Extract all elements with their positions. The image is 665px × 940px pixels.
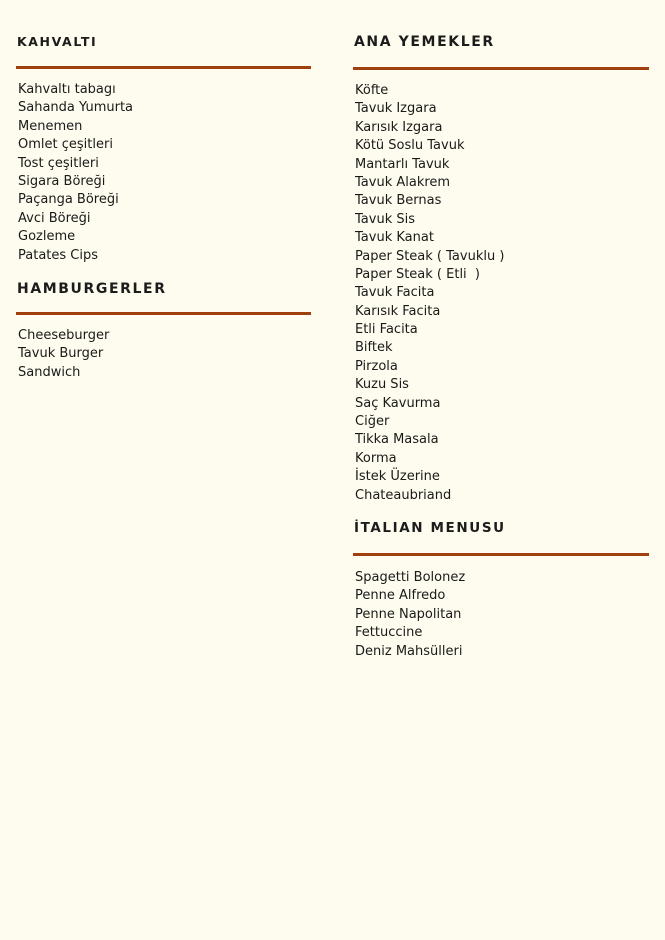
menu-item: Sigara Böreği	[18, 173, 106, 189]
menu-item: Pirzola	[355, 358, 398, 374]
menu-item: Etli Facita	[355, 322, 418, 338]
menu-item: Penne Alfredo	[355, 588, 446, 604]
menu-item: Fettuccine	[355, 625, 423, 641]
menu-item: Tavuk Bernas	[355, 193, 442, 209]
menu-item: Mantarlı Tavuk	[355, 156, 450, 172]
section-title-italian-menusu: İTALIAN MENUSU	[354, 520, 506, 536]
menu-item: Korma	[355, 450, 397, 466]
menu-list-kahvalti	[18, 81, 133, 265]
menu-item: Avci Böreği	[18, 210, 91, 226]
section-divider	[16, 66, 311, 69]
menu-item: İstek Üzerine	[355, 469, 440, 485]
menu-item: Tost çeşitleri	[18, 155, 99, 171]
menu-item: Chateaubriand	[355, 487, 452, 503]
menu-item: Kahvaltı tabagı	[18, 82, 116, 97]
menu-item: Paper Steak ( Etli )	[355, 266, 480, 282]
menu-item: Omlet çeşitleri	[18, 137, 113, 153]
menu-item: Karısık Facita	[355, 303, 441, 319]
menu-item: Tavuk Izgara	[355, 101, 437, 117]
section-divider	[353, 67, 649, 70]
menu-item: Tavuk Facita	[355, 285, 435, 301]
menu-item: Kuzu Sis	[355, 377, 409, 393]
menu-item: Cheeseburger	[18, 328, 110, 343]
menu-item: Biftek	[355, 340, 393, 356]
menu-item: Spagetti Bolonez	[355, 570, 466, 585]
menu-item: Karısık Izgara	[355, 119, 443, 135]
menu-item: Paper Steak ( Tavuklu )	[355, 248, 505, 264]
menu-item: Paçanga Böreği	[18, 192, 119, 208]
menu-item: Saç Kavurma	[355, 395, 441, 411]
section-title-hamburgerler: HAMBURGERLER	[17, 281, 167, 297]
menu-list-hamburgerler	[18, 327, 109, 382]
menu-list-ana-yemekler	[355, 82, 504, 505]
menu-item: Patates Cips	[18, 247, 98, 263]
menu-item: Tavuk Burger	[18, 346, 104, 362]
menu-item: Tavuk Kanat	[355, 230, 434, 246]
section-title-kahvalti: KAHVALTI	[17, 34, 98, 49]
menu-item: Ciğer	[355, 414, 390, 430]
menu-item: Deniz Mahsülleri	[355, 643, 463, 659]
menu-item: Kötü Soslu Tavuk	[355, 138, 465, 154]
menu-item: Tavuk Alakrem	[355, 174, 451, 190]
menu-item: Sandwich	[18, 364, 81, 380]
menu-item: Tikka Masala	[355, 432, 439, 448]
menu-item: Gozleme	[18, 229, 76, 245]
menu-item: Tavuk Sis	[355, 211, 415, 227]
section-divider	[16, 312, 311, 315]
menu-list-italian-menusu	[355, 569, 465, 661]
menu-item: Köfte	[355, 83, 389, 98]
section-divider	[353, 553, 649, 556]
menu-item: Penne Napolitan	[355, 606, 462, 622]
menu-item: Sahanda Yumurta	[18, 100, 134, 116]
menu-item: Menemen	[18, 118, 83, 134]
section-title-ana-yemekler: ANA YEMEKLER	[354, 34, 495, 50]
